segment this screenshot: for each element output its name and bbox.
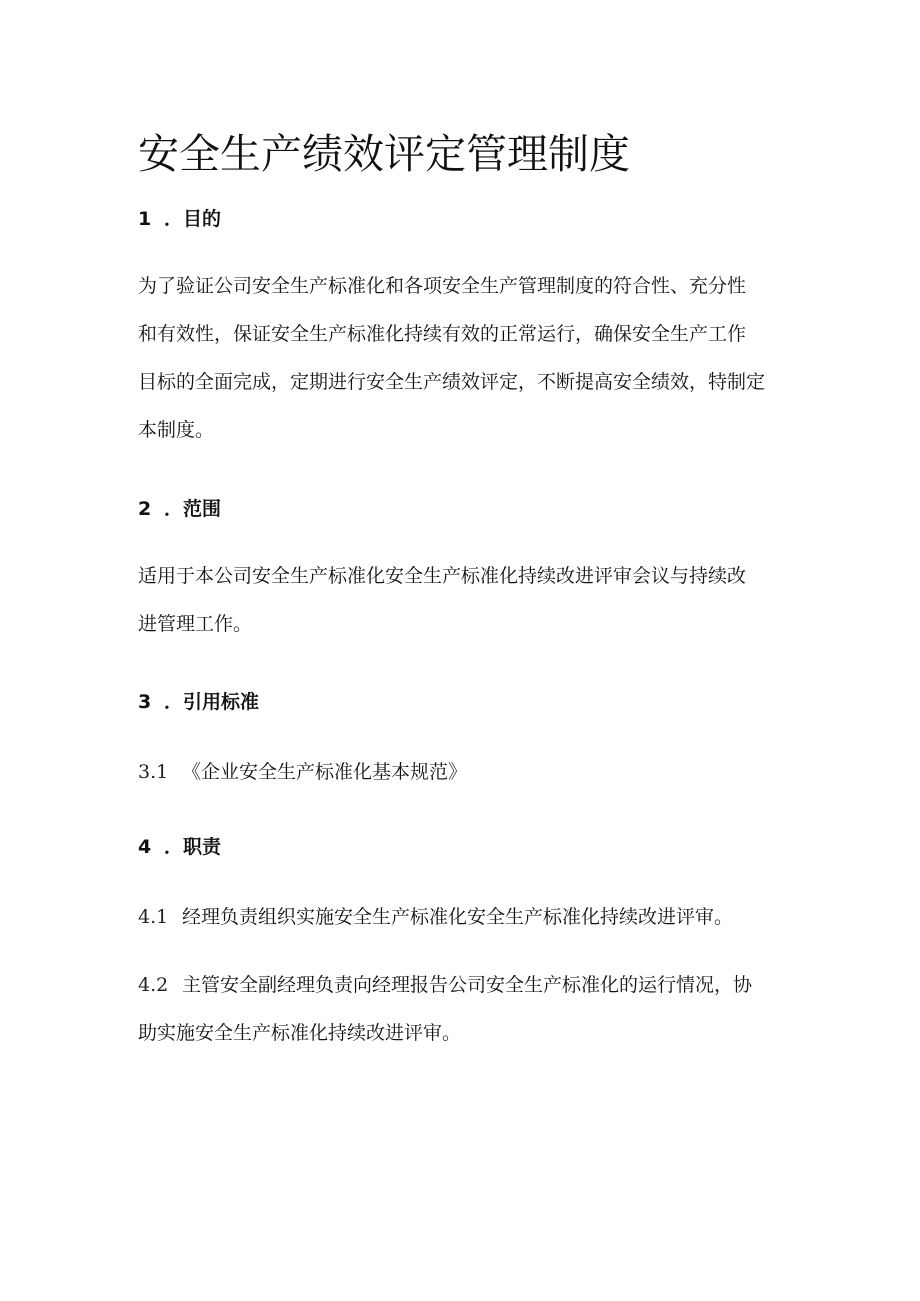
item-text: 主管安全副经理负责向经理报告公司安全生产标准化的运行情况，协 (182, 974, 753, 996)
paragraph-line: 和有效性，保证安全生产标准化持续有效的正常运行，确保安全生产工作 (138, 323, 747, 345)
section-heading-scope (138, 494, 221, 524)
item-text-continuation: 助实施安全生产标准化持续改进评审。 (138, 1022, 462, 1044)
section-number: 2 (138, 498, 152, 520)
list-item (138, 748, 788, 796)
section-heading-purpose (138, 204, 221, 234)
section-number: 3 (138, 691, 152, 713)
list-item (138, 961, 788, 1057)
item-number: 4.2 (138, 974, 169, 996)
item-number: 3.1 (138, 761, 169, 783)
section-title: ．职责 (164, 836, 222, 858)
section-number: 4 (138, 836, 152, 858)
item-text: 《企业安全生产标准化基本规范》 (182, 761, 468, 783)
paragraph-line: 目标的全面完成，定期进行安全生产绩效评定，不断提高安全绩效，特制定 (138, 371, 766, 393)
paragraph-line: 本制度。 (138, 419, 215, 441)
section-body-purpose (138, 262, 788, 454)
section-heading-responsibilities (138, 832, 221, 862)
section-title: ．范围 (164, 498, 222, 520)
paragraph-line: 为了验证公司安全生产标准化和各项安全生产管理制度的符合性、充分性 (138, 275, 747, 297)
section-title: ．引用标准 (164, 691, 260, 713)
section-title: ．目的 (164, 208, 222, 230)
section-heading-references (138, 687, 259, 717)
document-title: 安全生产绩效评定管理制度 (138, 130, 630, 178)
list-item (138, 893, 788, 941)
paragraph-line: 进管理工作。 (138, 613, 253, 635)
item-number: 4.1 (138, 906, 169, 928)
section-body-scope (138, 552, 788, 648)
item-text: 经理负责组织实施安全生产标准化安全生产标准化持续改进评审。 (182, 906, 734, 928)
section-number: 1 (138, 208, 152, 230)
paragraph-line: 适用于本公司安全生产标准化安全生产标准化持续改进评审会议与持续改 (138, 565, 747, 587)
